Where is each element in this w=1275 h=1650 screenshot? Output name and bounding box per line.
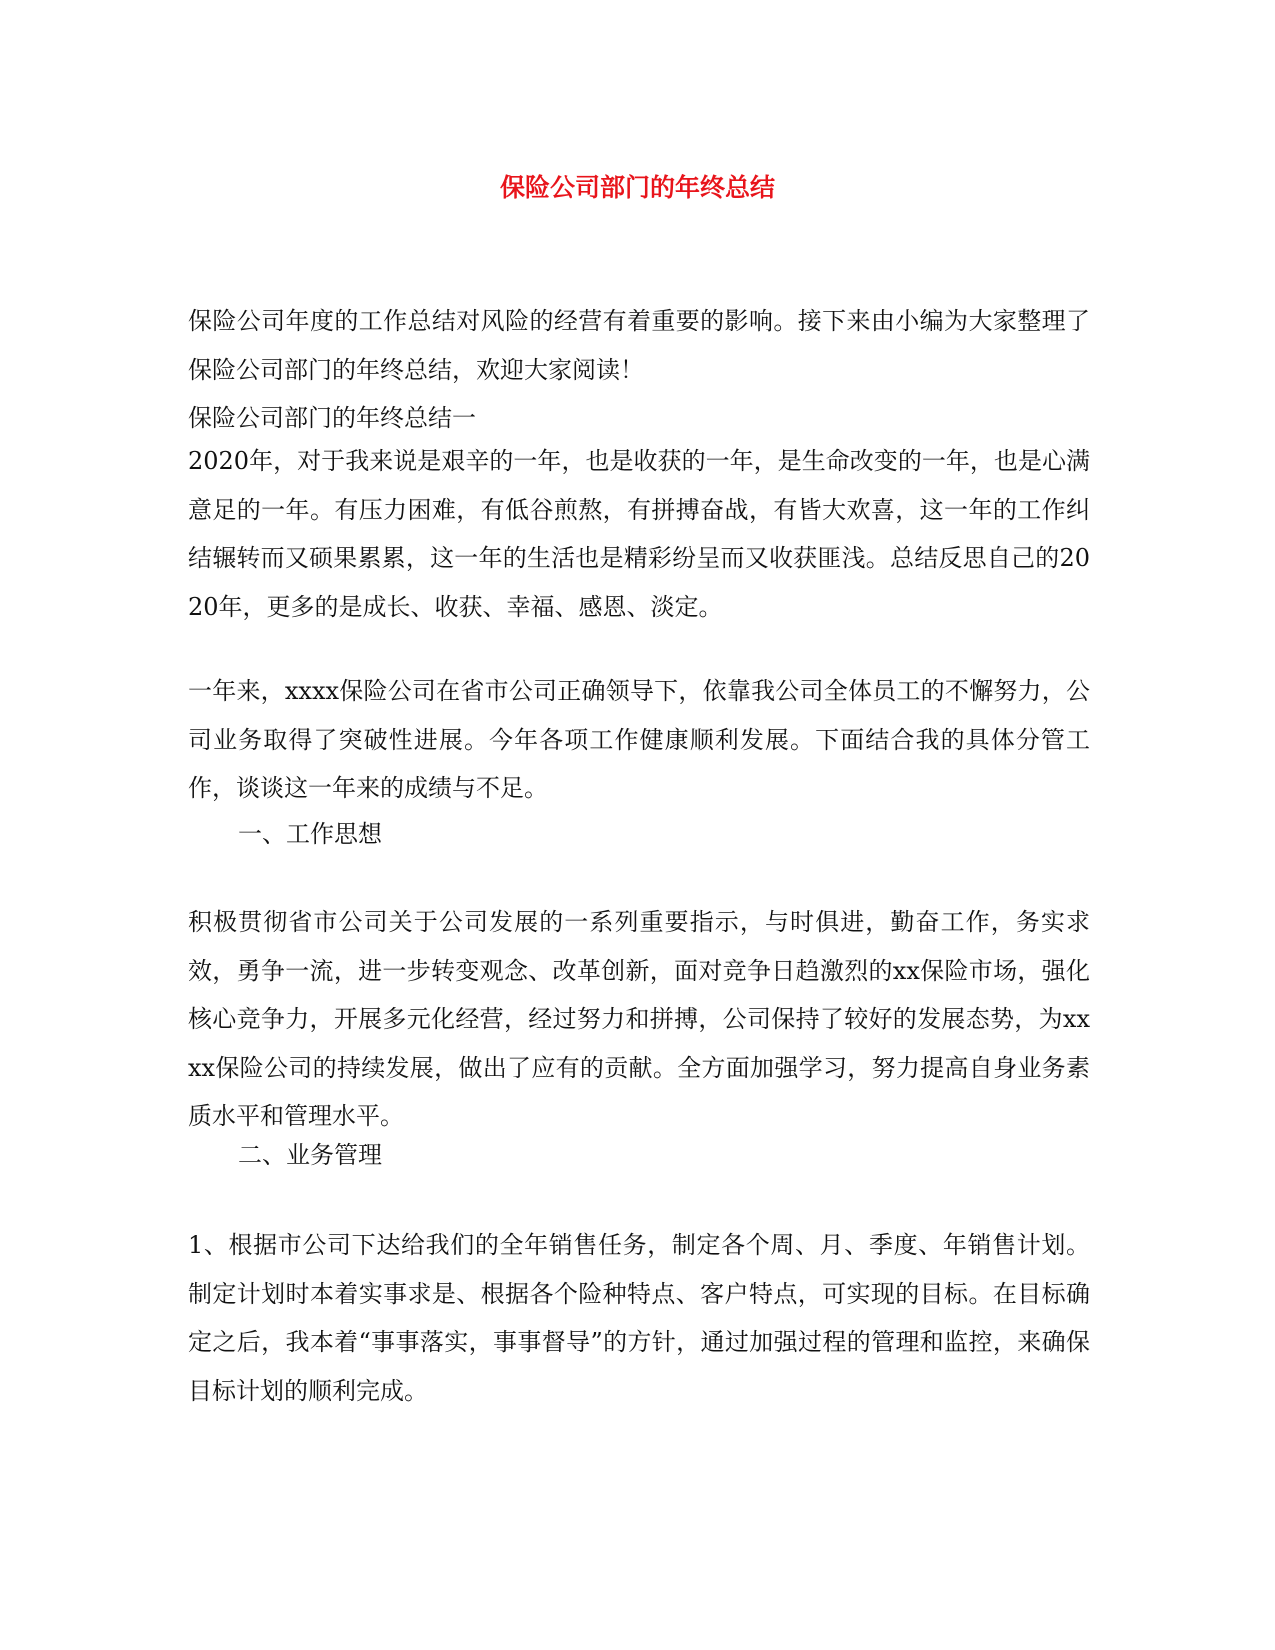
heading-work-thinking: 一、工作思想: [238, 820, 382, 848]
heading-business-management: 二、业务管理: [238, 1141, 382, 1169]
paragraph-year-overview: 一年来，xxxx保险公司在省市公司正确领导下，依靠我公司全体员工的不懈努力，公司业务取得了突破性进展。今年各项工作健康顺利发展。下面结合我的具体分管工作，谈谈这一年来的成绩与不足。: [188, 677, 1090, 802]
intro-paragraph: 保险公司年度的工作总结对风险的经营有着重要的影响。接下来由小编为大家整理了保险公司部门的年终总结，欢迎大家阅读！: [188, 307, 1090, 384]
paragraph-sales-plan: 1、根据市公司下达给我们的全年销售任务，制定各个周、月、季度、年销售计划。制定计划时本着实事求是、根据各个险种特点、客户特点，可实现的目标。在目标确定之后，我本着“事事落实，事事督导”的方针，通过加强过程的管理和监控，来确保目标计划的顺利完成。: [188, 1231, 1090, 1405]
document-title: 保险公司部门的年终总结: [499, 173, 775, 202]
paragraph-2020-review: 2020年，对于我来说是艰辛的一年，也是收获的一年，是生命改变的一年，也是心满意足的一年。有压力困难，有低谷煎熬，有拼搏奋战，有皆大欢喜，这一年的工作纠结辗转而又硕果累累，这一年的生活也是精彩纷呈而又收获匪浅。总结反思自己的2020年，更多的是成长、收获、幸福、感恩、淡定。: [188, 447, 1090, 621]
section-title-one: 保险公司部门的年终总结一: [188, 404, 476, 432]
paragraph-work-thinking: 积极贯彻省市公司关于公司发展的一系列重要指示，与时俱进，勤奋工作，务实求效，勇争一流，进一步转变观念、改革创新，面对竞争日趋激烈的xx保险市场，强化核心竞争力，开展多元化经营，经过努力和拼搏，公司保持了较好的发展态势，为xxxx保险公司的持续发展，做出了应有的贡献。全方面加强学习，努力提高自身业务素质水平和管理水平。: [188, 908, 1090, 1130]
